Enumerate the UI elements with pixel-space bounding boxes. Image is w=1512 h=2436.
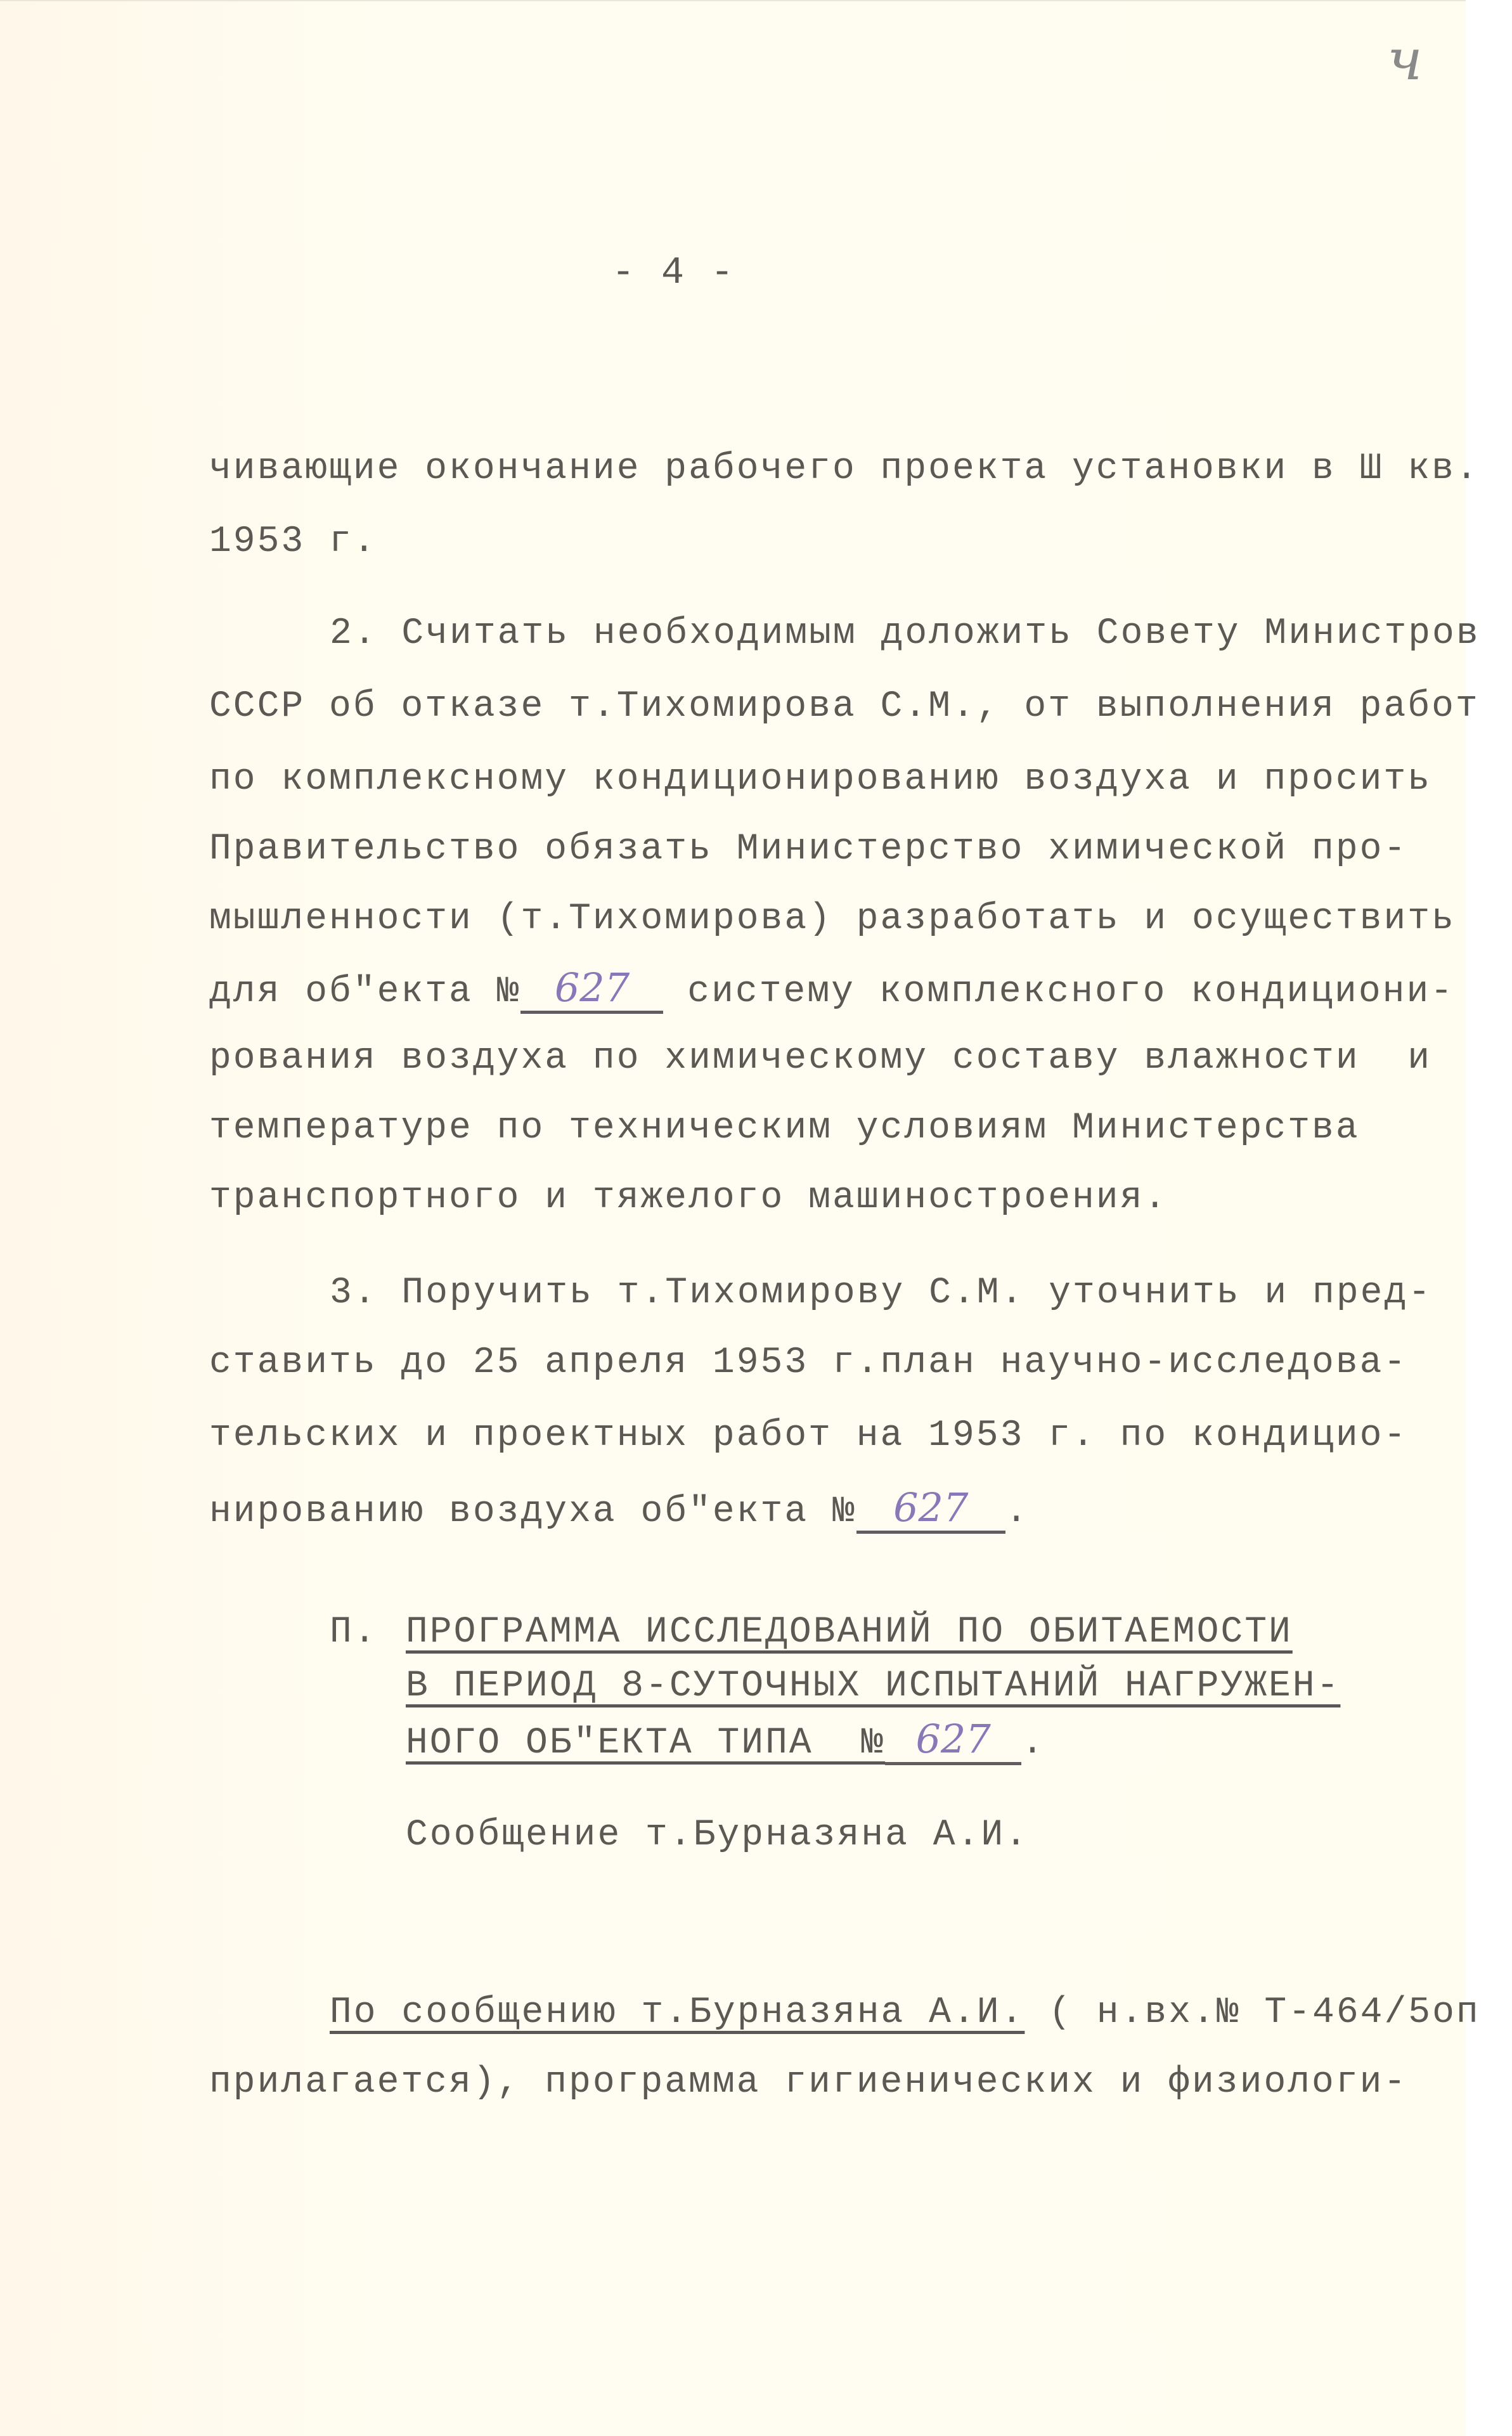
handwritten-folio-mark: ч (1387, 27, 1423, 93)
text-fragment: ( н.вх.№ Т-464/5оп (1024, 1992, 1480, 2033)
text-line (330, 1992, 1480, 2033)
underlined-reference: По сообщению т.Бурназяна А.И. (330, 1992, 1025, 2033)
handwritten-number: 627 (893, 1484, 969, 1531)
text-line-with-object-number (209, 1484, 1030, 1534)
text-line: мышленности (т.Тихомирова) разработать и осуществить (209, 898, 1456, 940)
handwritten-object-number-field (856, 1484, 1005, 1534)
section-numeral: П. (330, 1612, 378, 1653)
text-line: прилагается), программа гигиенических и физиологи- (209, 2062, 1408, 2103)
section-heading-line: ПРОГРАММА ИССЛЕДОВАНИЙ ПО ОБИТАЕМОСТИ (406, 1612, 1293, 1653)
text-line: транспортного и тяжелого машиностроения. (209, 1177, 1168, 1219)
text-line: тельских и проектных работ на 1953 г. по кондицио- (209, 1415, 1408, 1456)
text-fragment: . (1005, 1491, 1030, 1532)
text-line: СССР об отказе т.Тихомирова С.М., от выполнения работ (209, 686, 1480, 727)
text-line: температуре по техническим условиям Министерства (209, 1108, 1360, 1149)
text-fragment: нированию воздуха об"екта № (209, 1491, 856, 1532)
text-line: Правительство обязать Министерство химической про- (209, 829, 1408, 870)
paragraph-2-first-line: 2. Считать необходимым доложить Совету Министров (330, 613, 1480, 654)
text-line: рования воздуха по химическому составу влажности и (209, 1038, 1432, 1079)
text-fragment: НОГО ОБ"ЕКТА ТИПА № (406, 1723, 886, 1764)
handwritten-number: 627 (554, 964, 630, 1011)
text-line: 1953 г. (209, 521, 377, 562)
handwritten-number: 627 (915, 1716, 991, 1762)
paragraph-3-first-line: 3. Поручить т.Тихомирову С.М. уточнить и пред- (330, 1273, 1433, 1314)
section-heading-line (406, 1716, 1045, 1765)
text-line-with-object-number (209, 964, 1455, 1014)
handwritten-object-number-field (885, 1716, 1021, 1765)
text-fragment: . (1021, 1723, 1045, 1764)
section-heading-line: В ПЕРИОД 8-СУТОЧНЫХ ИСПЫТАНИЙ НАГРУЖЕН- (406, 1666, 1341, 1707)
text-fragment: для об"екта № (209, 971, 521, 1013)
text-line: чивающие окончание рабочего проекта установки в Ш кв. (209, 448, 1480, 489)
page-number: - 4 - (612, 252, 736, 295)
text-line: ставить до 25 апреля 1953 г.план научно-исследова- (209, 1342, 1408, 1383)
text-fragment: систему комплексного кондициони- (663, 971, 1455, 1013)
handwritten-object-number-field (520, 964, 663, 1014)
text-line: по комплексному кондиционированию воздуха и просить (209, 759, 1432, 800)
speaker-line: Сообщение т.Бурназяна А.И. (406, 1815, 1029, 1856)
